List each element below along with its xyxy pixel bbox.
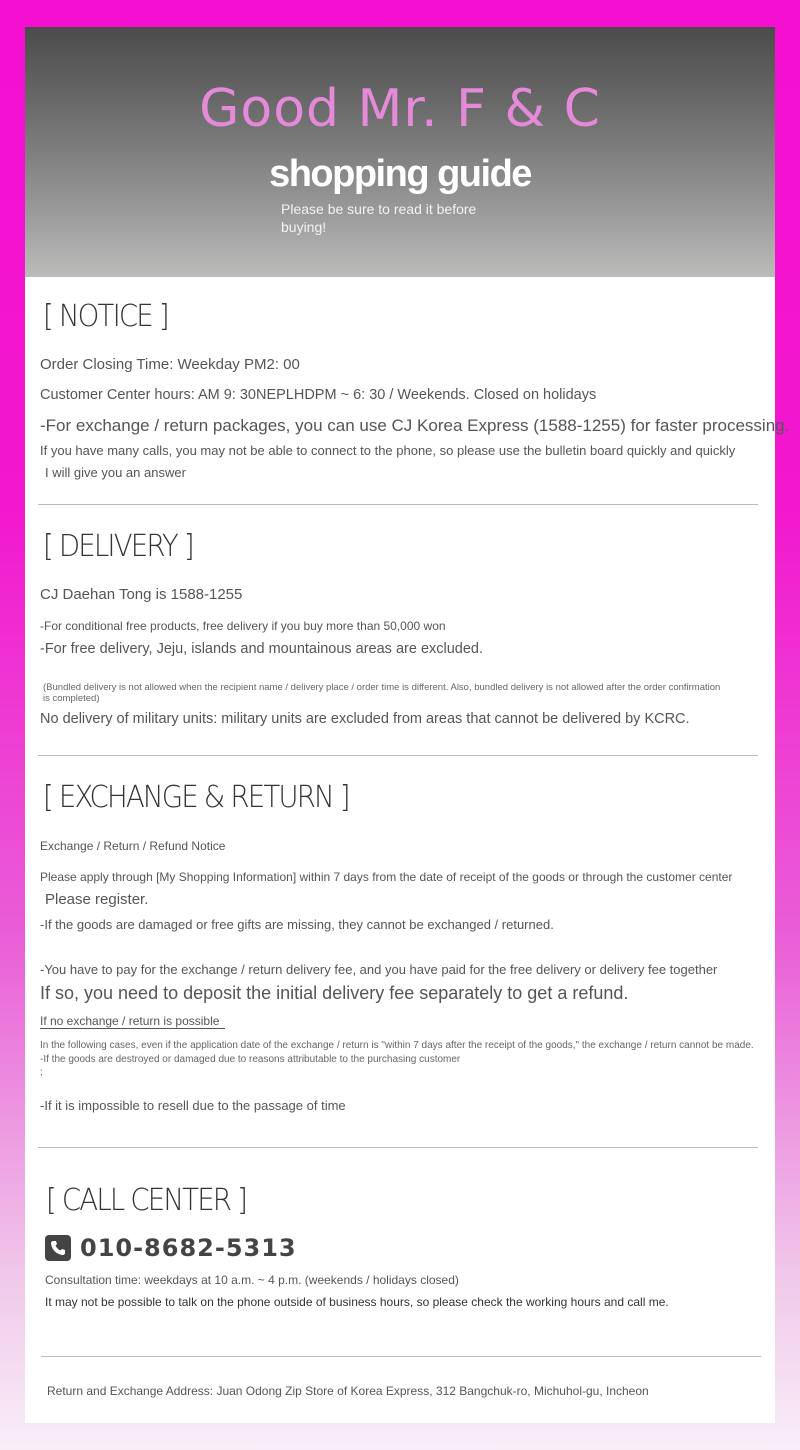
exchange-damaged-goods: -If the goods are damaged or free gifts are missing, they cannot be exchanged / returned. bbox=[40, 917, 554, 932]
delivery-military: No delivery of military units: military units are excluded from areas that cannot be delivered by KCRC. bbox=[40, 711, 690, 727]
notice-heading: [ NOTICE ] bbox=[43, 299, 168, 334]
notice-calls: If you have many calls, you may not be able to connect to the phone, so please use the bulletin board quickly and quickly bbox=[40, 443, 736, 458]
exchange-separator: ; bbox=[40, 1067, 43, 1078]
notice-center-hours: Customer Center hours: AM 9: 30NEPLHDPM ~ 6: 30 / Weekends. Closed on holidays bbox=[40, 387, 597, 403]
phone-icon bbox=[45, 1235, 71, 1261]
exchange-following-cases: In the following cases, even if the application date of the exchange / return is "within 7 days after the receipt of the goods," the exchange / return cannot be made. bbox=[40, 1040, 754, 1051]
divider bbox=[38, 504, 758, 505]
guide-card bbox=[25, 27, 790, 1423]
delivery-bundled-note: (Bundled delivery is not allowed when the recipient name / delivery place / order time is different. Also, bundled delivery is not allowed after the order confirmation bbox=[43, 682, 721, 693]
delivery-excluded-areas: -For free delivery, Jeju, islands and mountainous areas are excluded. bbox=[40, 641, 484, 657]
notice-answer: I will give you an answer bbox=[45, 465, 186, 480]
delivery-bundled-note-cont: is completed) bbox=[43, 693, 100, 704]
guide-subtitle: Please be sure to read it before buying! bbox=[281, 201, 477, 235]
divider bbox=[38, 1147, 758, 1148]
divider bbox=[41, 1356, 761, 1357]
divider bbox=[38, 755, 758, 756]
exchange-heading: [ EXCHANGE & RETURN ] bbox=[43, 780, 349, 815]
delivery-heading: [ DELIVERY ] bbox=[43, 529, 193, 564]
exchange-delivery-fee: -You have to pay for the exchange / return delivery fee, and you have paid for the free delivery or delivery fee together bbox=[40, 962, 718, 977]
exchange-refund-deposit: If so, you need to deposit the initial delivery fee separately to get a refund. bbox=[40, 983, 629, 1003]
delivery-courier: CJ Daehan Tong is 1588-1255 bbox=[40, 586, 243, 603]
hero-banner bbox=[25, 27, 775, 277]
exchange-not-possible: If no exchange / return is possible bbox=[40, 1014, 225, 1029]
return-address: Return and Exchange Address: Juan Odong Zip Store of Korea Express, 312 Bangchuk-ro, Michuhol-gu, Incheon bbox=[47, 1384, 649, 1398]
delivery-free-condition: -For conditional free products, free delivery if you buy more than 50,000 won bbox=[40, 619, 446, 633]
phone-row bbox=[45, 1234, 297, 1262]
exchange-resell: -If it is impossible to resell due to the passage of time bbox=[40, 1098, 346, 1113]
guide-title: shopping guide bbox=[269, 153, 531, 195]
notice-closing-time: Order Closing Time: Weekday PM2: 00 bbox=[40, 356, 300, 373]
exchange-refund-notice: Exchange / Return / Refund Notice bbox=[40, 839, 226, 853]
exchange-apply-info: Please apply through [My Shopping Information] within 7 days from the date of receipt of the goods or through the customer center bbox=[40, 870, 733, 884]
notice-exchange-packages: -For exchange / return packages, you can use CJ Korea Express (1588-1255) for faster processing. bbox=[40, 416, 790, 435]
phone-number[interactable]: 010-8682-5313 bbox=[80, 1234, 297, 1262]
consultation-time: Consultation time: weekdays at 10 a.m. ~ 4 p.m. (weekends / holidays closed) bbox=[45, 1273, 459, 1287]
call-center-heading: [ CALL CENTER ] bbox=[46, 1183, 246, 1218]
exchange-register: Please register. bbox=[45, 891, 149, 908]
exchange-destroyed-goods: -If the goods are destroyed or damaged due to reasons attributable to the purchasing customer bbox=[40, 1054, 461, 1065]
business-hours-note: It may not be possible to talk on the phone outside of business hours, so please check the working hours and call me. bbox=[45, 1295, 669, 1309]
brand-name: Good Mr. F & C bbox=[199, 79, 601, 139]
